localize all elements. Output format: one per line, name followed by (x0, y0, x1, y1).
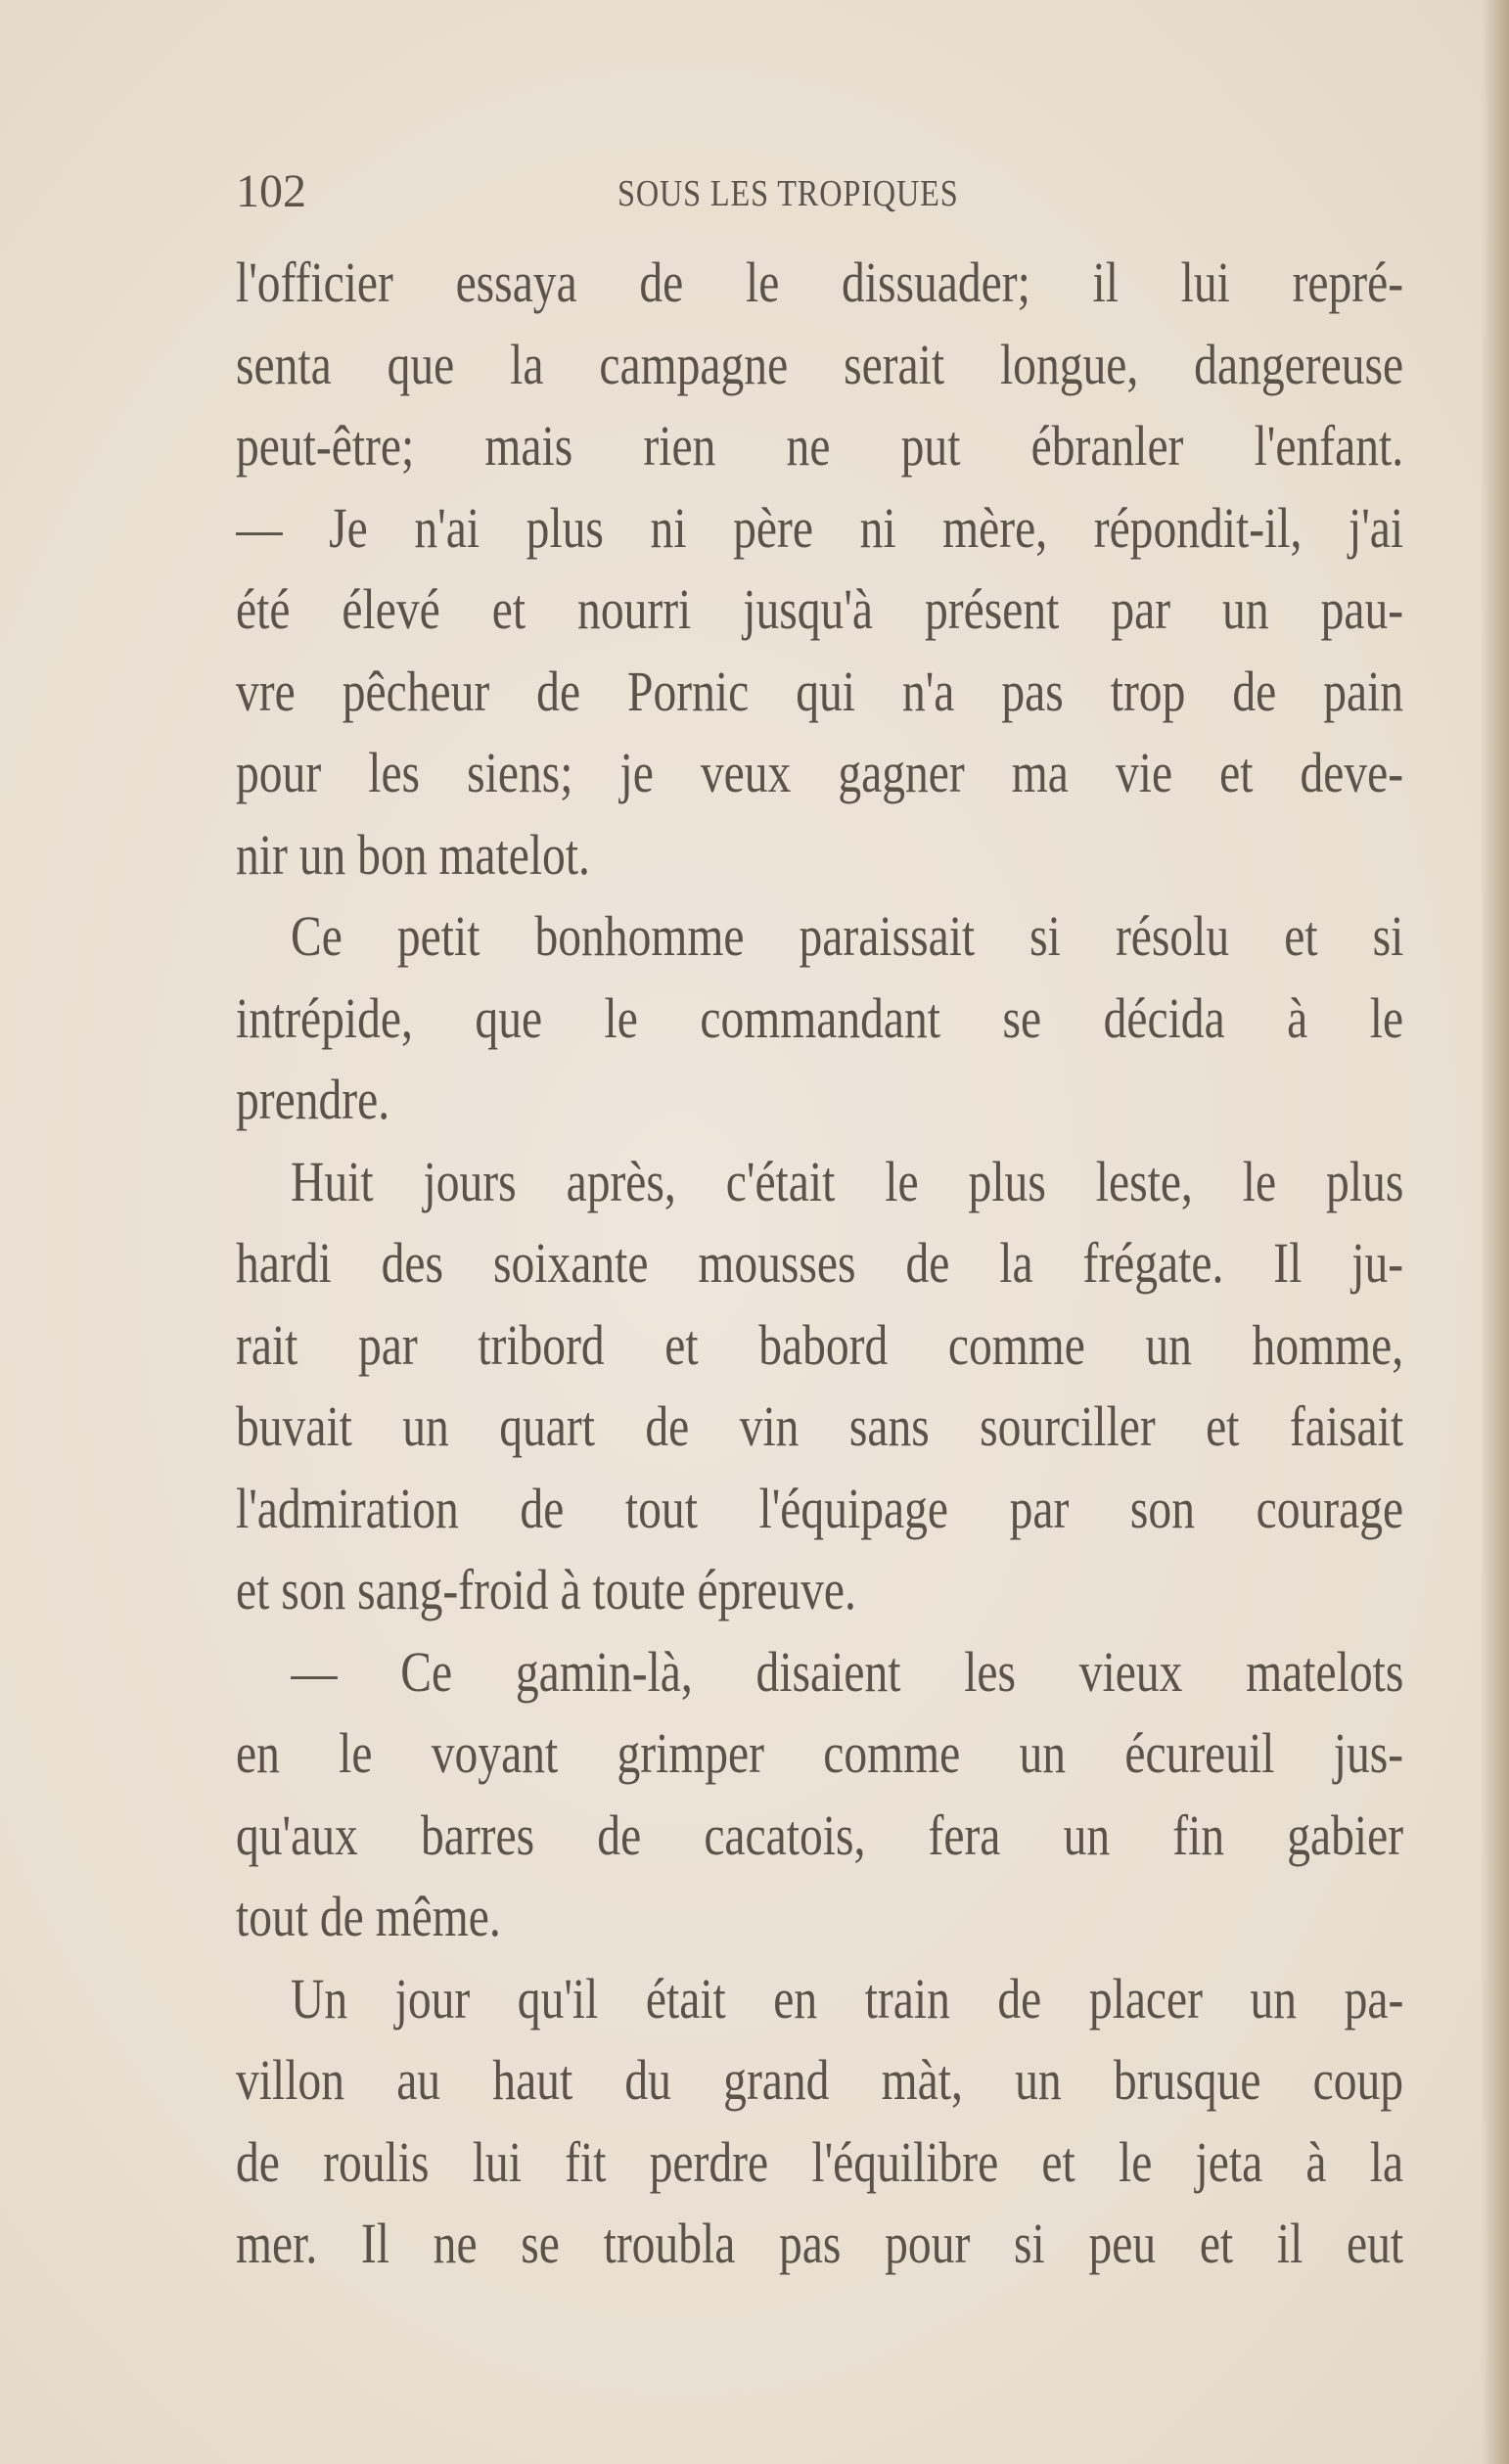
text-line: peut-être; mais rien ne put ébranler l'enfant. (236, 414, 1404, 478)
text-line: prendre. (236, 1068, 390, 1131)
text-line: et son sang-froid à toute épreuve. (236, 1558, 856, 1621)
text-line: hardi des soixante mousses de la frégate. Il ju- (236, 1231, 1404, 1295)
running-title: SOUS LES TROPIQUES (617, 173, 959, 214)
text-line: pour les siens; je veux gagner ma vie et deve- (236, 741, 1404, 804)
text-line: qu'aux barres de cacatois, fera un fin gabier (236, 1802, 1404, 1867)
text-line: mer. Il ne se troubla pas pour si peu et il eut (236, 2212, 1404, 2275)
text-line: Un jour qu'il était en train de placer un pa- (291, 1966, 1404, 2031)
text-line: nir un bon matelot. (236, 822, 590, 887)
text-line: vre pêcheur de Pornic qui n'a pas trop de pain (236, 659, 1404, 723)
text-line: été élevé et nourri jusqu'à présent par un pau- (236, 577, 1404, 641)
text-line: senta que la campagne serait longue, dangereuse (236, 332, 1404, 396)
page-edge (1482, 0, 1509, 2464)
text-line: tout de même. (236, 1885, 501, 1948)
text-line: buvait un quart de vin sans sourciller et faisait (236, 1394, 1404, 1458)
text-line: intrépide, que le commandant se décida à le (236, 985, 1404, 1050)
text-line: l'admiration de tout l'équipage par son courage (236, 1476, 1404, 1540)
text-line: l'officier essaya de le dissuader; il lui repré- (236, 251, 1404, 314)
page-header (236, 164, 1400, 219)
text-line: en le voyant grimper comme un écureuil jus- (236, 1721, 1404, 1785)
text-line: rait par tribord et babord comme un homme, (236, 1312, 1404, 1377)
text-line: Ce petit bonhomme paraissait si résolu et si (291, 904, 1404, 968)
text-line: Huit jours après, c'était le plus leste, le plus (291, 1149, 1404, 1213)
text-line: villon au haut du grand màt, un brusque coup (236, 2048, 1404, 2112)
text-line: — Ce gamin-là, disaient les vieux matelots (291, 1639, 1404, 1704)
text-line: de roulis lui fit perdre l'équilibre et le jeta à la (236, 2129, 1404, 2194)
page-number: 102 (236, 165, 306, 217)
text-line: — Je n'ai plus ni père ni mère, répondit-il, j'ai (236, 495, 1404, 560)
